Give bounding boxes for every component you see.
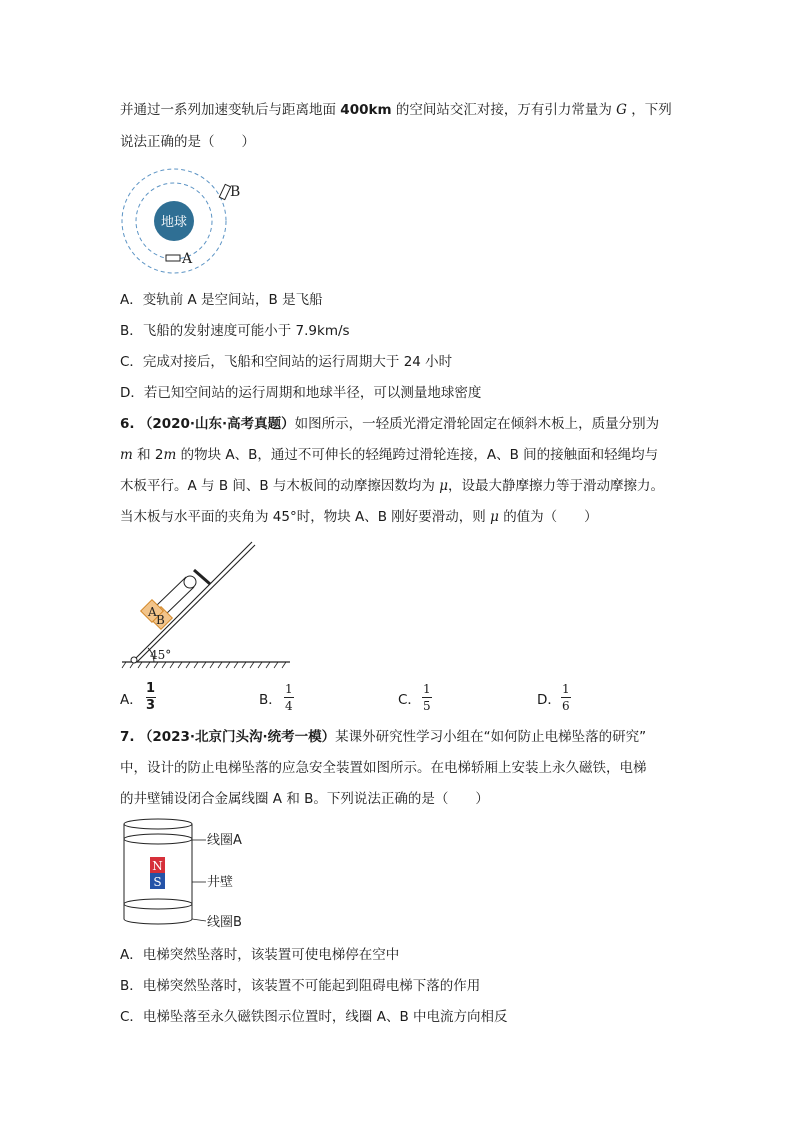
- coil-a-top: [124, 819, 192, 829]
- block-b-label: B: [156, 613, 165, 627]
- q6-option-b-letter: B．: [259, 692, 282, 708]
- earth-label: 地球: [160, 215, 188, 230]
- q7-option-b: B．电梯突然坠落时，该装置不可能起到阻碍电梯下落的作用: [120, 978, 481, 994]
- q6-option-d-fraction: 1 6: [562, 682, 570, 713]
- magnet-s-label: S: [153, 875, 162, 889]
- q5-stem-line1: 并通过一系列加速变轨后与距离地面 400km 的空间站交汇对接，万有引力常量为 G ，下列: [120, 102, 672, 118]
- q7-source: （2023·北京门头沟·统考一模）: [138, 729, 336, 745]
- craft-b-label: B: [230, 184, 241, 200]
- q7-option-c: C．电梯坠落至永久磁铁图示位置时，线圈 A、B 中电流方向相反: [120, 1009, 508, 1025]
- craft-b: [219, 184, 230, 199]
- q6-option-d-letter: D．: [537, 692, 561, 708]
- leader-coil-b: [192, 919, 206, 921]
- q6-stem-line3: 木板平行。A 与 B 间、B 与木板间的动摩擦因数均为 μ，设最大静摩擦力等于滑动摩擦力。: [120, 478, 665, 494]
- coil-a-lower: [124, 839, 192, 844]
- coil-b-top: [124, 904, 192, 909]
- q5-option-b: B．飞船的发射速度可能小于 7.9km/s: [120, 323, 350, 339]
- q6-incline-figure: [118, 538, 298, 670]
- q6-stem-line4: 当木板与水平面的夹角为 45°时，物块 A、B 刚好要滑动，则 μ 的值为（ ）: [120, 509, 598, 525]
- q7-stem-line1: 7. （2023·北京门头沟·统考一模）某课外研究性学习小组在“如何防止电梯坠落的研究”: [120, 729, 647, 745]
- coil-b-bottom: [124, 919, 192, 924]
- ground-hatch: [122, 662, 286, 668]
- q5-option-c: C．完成对接后，飞船和空间站的运行周期大于 24 小时: [120, 354, 453, 370]
- angle-label: 45°: [150, 648, 172, 662]
- q6-source: （2020·山东·高考真题）: [138, 416, 295, 432]
- q6-option-a-letter: A．: [120, 692, 143, 708]
- q7-stem-line3: 的井壁铺设闭合金属线圈 A 和 B。下列说法正确的是（ ）: [120, 791, 489, 807]
- q6-option-c-letter: C．: [398, 692, 421, 708]
- coil-b-label: 线圈B: [207, 915, 242, 930]
- q6-option-a-fraction: 1 3: [146, 681, 156, 713]
- q6-stem-line1: 6. （2020·山东·高考真题）如图所示，一轻质光滑定滑轮固定在倾斜木板上，质量分别为: [120, 416, 660, 432]
- q5-option-a: A．变轨前 A 是空间站，B 是飞船: [120, 292, 323, 308]
- q5-option-d: D．若已知空间站的运行周期和地球半径，可以测量地球密度: [120, 385, 482, 401]
- q6-stem-line2: m 和 2m 的物块 A、B，通过不可伸长的轻绳跨过滑轮连接，A、B 间的接触面和轻绳均与: [120, 447, 659, 463]
- coil-b-top-back: [124, 899, 192, 904]
- hinge-icon: [131, 657, 137, 663]
- craft-a: [166, 255, 180, 261]
- q5-orbit-figure: [118, 163, 258, 275]
- q7-elevator-figure: [118, 816, 278, 934]
- q5-stem-line2: 说法正确的是（ ）: [120, 134, 255, 150]
- q7-stem-line2: 中，设计的防止电梯坠落的应急安全装置如图所示。在电梯轿厢上安装上永久磁铁，电梯: [120, 760, 647, 776]
- q6-number: 6.: [120, 416, 135, 432]
- q7-option-a: A．电梯突然坠落时，该装置可使电梯停在空中: [120, 947, 400, 963]
- rope-upper: [156, 577, 186, 606]
- rope-lower: [164, 587, 194, 616]
- coil-a-lower-back: [124, 834, 192, 839]
- q6-option-c-fraction: 1 5: [423, 682, 431, 713]
- q7-number: 7.: [120, 729, 135, 745]
- wall-label: 井壁: [207, 875, 234, 890]
- block-a-label: A: [148, 605, 157, 619]
- q6-option-b-fraction: 1 4: [285, 682, 293, 713]
- magnet-n-label: N: [152, 859, 163, 873]
- coil-a-label: 线圈A: [207, 833, 242, 848]
- craft-a-label: A: [182, 251, 193, 267]
